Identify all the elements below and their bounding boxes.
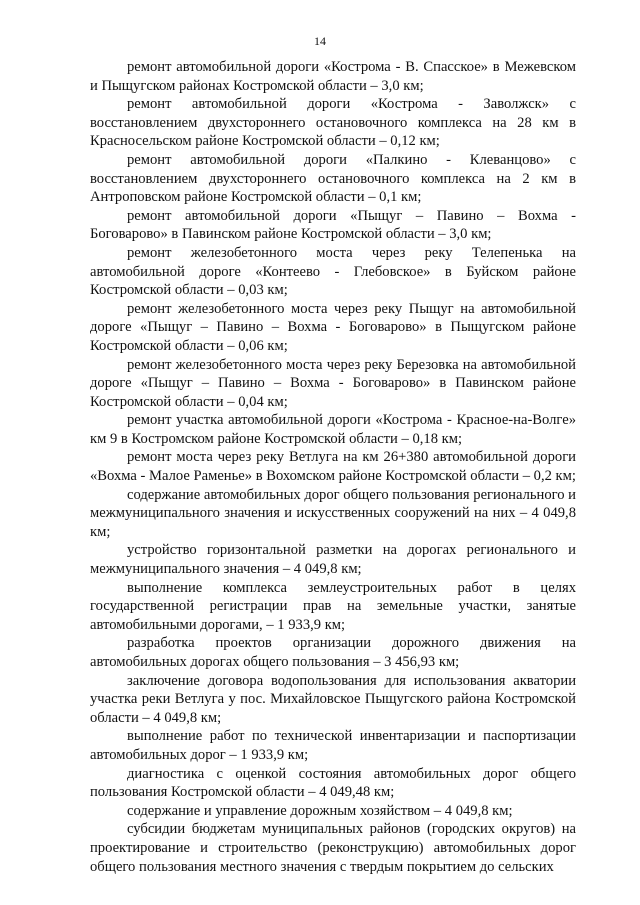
paragraph: ремонт автомобильной дороги «Кострома - В. Спасское» в Межевском и Пыщугском районах Костромской области – 3,0 км; — [90, 59, 576, 94]
paragraph: разработка проектов организации дорожного движения на автомобильных дорогах общего пользования – 3 456,93 км; — [90, 635, 576, 670]
page-number: 14 — [314, 34, 326, 48]
paragraph: содержание и управление дорожным хозяйством – 4 049,8 км; — [127, 802, 513, 819]
paragraph: выполнение комплекса землеустроительных работ в целях государственной регистрации прав на земельные участки, занятые автомобильными дорогами, – 1 933,9 км; — [90, 579, 576, 633]
paragraph: устройство горизонтальной разметки на дорогах регионального и межмуниципального значения – 4 049,8 км; — [90, 542, 576, 578]
paragraph: ремонт автомобильной дороги «Пыщуг – Павино – Вохма - Боговарово» в Павинском районе Костромской области – 3,0 км; — [90, 207, 576, 243]
paragraph: ремонт автомобильной дороги «Палкино - Клеванцово» с восстановлением двухстороннего остановочного комплекса на 2 км в Антроповском районе Костромской области – 0,1 км; — [90, 151, 576, 206]
paragraph: заключение договора водопользования для использования акватории участка реки Ветлуга у пос. Михайловское Пыщугского района Костромской области – 4 049,8 км; — [90, 672, 576, 726]
paragraph: ремонт автомобильной дороги «Кострома - Заволжск» с восстановлением двухстороннего остановочного комплекса на 28 км в Красносельском районе Костромской области – 0,12 км; — [90, 96, 576, 150]
paragraph: ремонт участка автомобильной дороги «Кострома - Красное-на-Волге» км 9 в Костромском районе Костромской области – 0,18 км; — [90, 412, 576, 447]
paragraph: ремонт железобетонного моста через реку Телепенька на автомобильной дороге «Контеево - Глебовское» в Буйском районе Костромской области – 0,03 км; — [90, 244, 576, 299]
document-body — [90, 58, 576, 876]
paragraph: ремонт железобетонного моста через реку Березовка на автомобильной дороге «Пыщуг – Павино – Вохма - Боговарово» в Павинском районе Костромской области – 0,04 км; — [90, 356, 576, 410]
paragraph: субсидии бюджетам муниципальных районов (городских округов) на проектирование и строительство (реконструкцию) автомобильных дорог общего пользования местного значения с твердым покрытием до сельских — [90, 821, 576, 875]
paragraph: содержание автомобильных дорог общего пользования регионального и межмуниципального значения и искусственных сооружений на них – 4 049,8 км; — [90, 486, 576, 540]
paragraph: ремонт моста через реку Ветлуга на км 26+380 автомобильной дороги «Вохма - Малое Раменье» в Вохомском районе Костромской области – 0,2 км; — [90, 449, 576, 485]
paragraph: выполнение работ по технической инвентаризации и паспортизации автомобильных дорог – 1 933,9 км; — [90, 728, 576, 763]
paragraph: ремонт железобетонного моста через реку Пыщуг на автомобильной дороге «Пыщуг – Павино – Вохма - Боговарово» в Пыщугском районе Костромской области – 0,06 км; — [90, 300, 576, 354]
paragraph: диагностика с оценкой состояния автомобильных дорог общего пользования Костромской области – 4 049,48 км; — [90, 765, 576, 801]
